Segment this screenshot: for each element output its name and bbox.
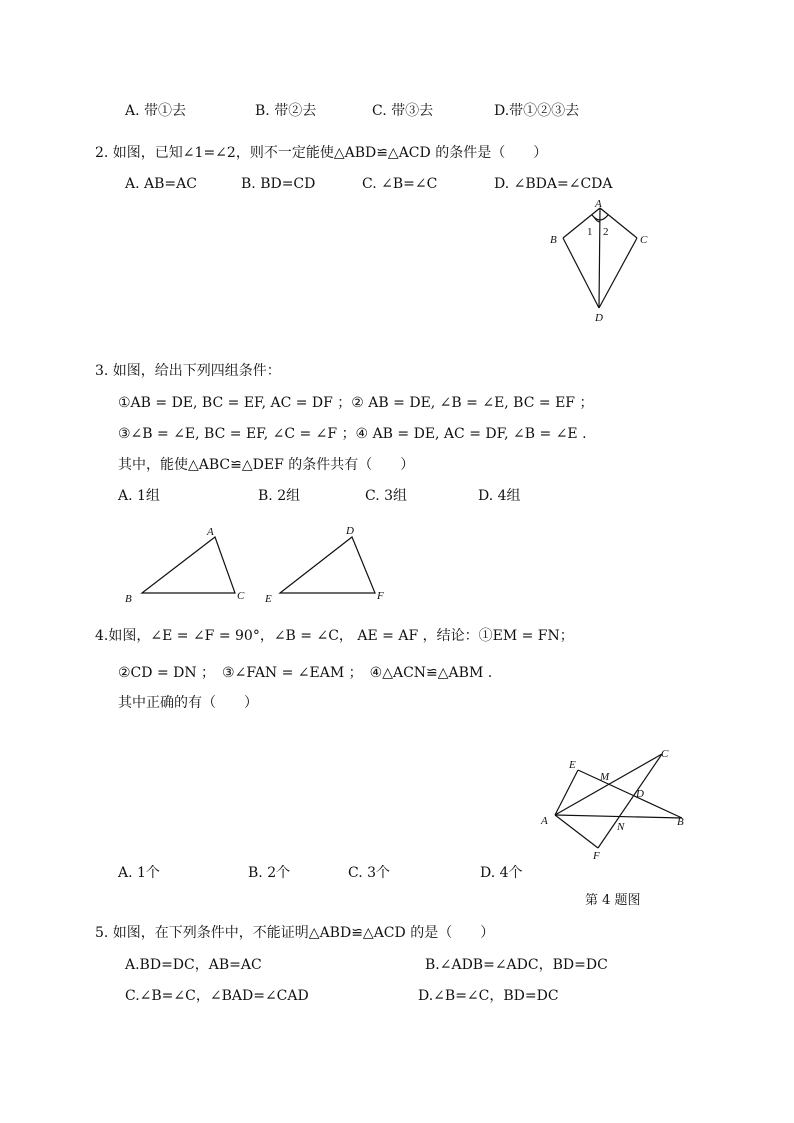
q4-label-b: B <box>677 816 684 828</box>
q4-option-b: B. 2个 <box>248 865 291 881</box>
q3-triangles-figure <box>120 520 400 610</box>
q3-label-b: B <box>125 593 132 605</box>
q2-label-b: B <box>550 234 557 246</box>
q4-option-d: D. 4个 <box>480 865 523 881</box>
q4-label-e: E <box>569 759 576 771</box>
q4-figure <box>535 745 695 865</box>
q1-option-c: C. 带③去 <box>372 103 434 119</box>
q4-figure-caption: 第 4 题图 <box>585 893 641 908</box>
q4-label-m: M <box>600 771 610 783</box>
q5-option-a: A.BD=DC，AB=AC <box>125 957 262 973</box>
q2-label-c: C <box>640 234 648 246</box>
q2-kite-figure <box>540 198 660 328</box>
q2-option-b: B. BD=CD <box>241 176 316 192</box>
q5-option-d: D.∠B=∠C，BD=DC <box>418 988 559 1004</box>
q4-label-d: D <box>636 788 644 800</box>
q2-option-d: D. ∠BDA=∠CDA <box>494 176 613 192</box>
q3-label-c: C <box>237 590 245 602</box>
q2-option-a: A. AB=AC <box>125 176 197 192</box>
q1-option-d: D.带①②③去 <box>494 103 580 119</box>
q4-stem: 4.如图，∠E = ∠F = 90°，∠B = ∠C， AE = AF ，结论：①EM = FN； <box>95 628 574 644</box>
q4-option-c: C. 3个 <box>348 865 391 881</box>
q2-stem: 2. 如图，已知∠1=∠2，则不一定能使△ABD≌△ACD 的条件是（ ） <box>95 145 548 161</box>
q3-label-a: A <box>207 526 214 538</box>
q5-stem: 5. 如图，在下列条件中，不能证明△ABD≌△ACD 的是（ ） <box>95 925 495 941</box>
q4-label-a: A <box>541 815 548 827</box>
q3-option-b: B. 2组 <box>258 488 301 504</box>
q2-label-1: 1 <box>587 226 593 238</box>
q2-label-2: 2 <box>603 226 609 238</box>
q3-conditions-1: ①AB = DE, BC = EF, AC = DF ；② AB = DE, ∠B = ∠E, BC = EF ； <box>118 395 594 411</box>
q4-option-a: A. 1个 <box>118 865 160 881</box>
q2-label-d: D <box>595 312 603 324</box>
q5-option-b: B.∠ADB=∠ADC，BD=DC <box>425 957 608 973</box>
q3-option-a: A. 1组 <box>118 488 160 504</box>
q4-question: 其中正确的有（ ） <box>118 695 258 711</box>
q4-line-2: ②CD = DN ； ③∠FAN = ∠EAM ； ④△ACN≌△ABM . <box>118 665 493 681</box>
q4-label-n: N <box>617 821 625 833</box>
q3-option-c: C. 3组 <box>365 488 408 504</box>
q4-label-c: C <box>661 748 669 760</box>
q5-option-c: C.∠B=∠C，∠BAD=∠CAD <box>125 988 309 1004</box>
q2-label-a: A <box>595 198 602 210</box>
q3-label-d: D <box>346 525 354 537</box>
q3-question: 其中，能使△ABC≌△DEF 的条件共有（ ） <box>118 457 415 473</box>
q3-label-f: F <box>377 590 384 602</box>
q3-conditions-2: ③∠B = ∠E, BC = EF, ∠C = ∠F ；④ AB = DE, AC = DF, ∠B = ∠E . <box>118 426 587 442</box>
q3-stem: 3. 如图，给出下列四组条件： <box>95 363 281 379</box>
q2-option-c: C. ∠B=∠C <box>362 176 438 192</box>
q3-option-d: D. 4组 <box>478 488 521 504</box>
q3-label-e: E <box>265 593 272 605</box>
q1-option-a: A. 带①去 <box>125 103 187 119</box>
q1-option-b: B. 带②去 <box>255 103 317 119</box>
q4-label-f: F <box>593 850 600 862</box>
